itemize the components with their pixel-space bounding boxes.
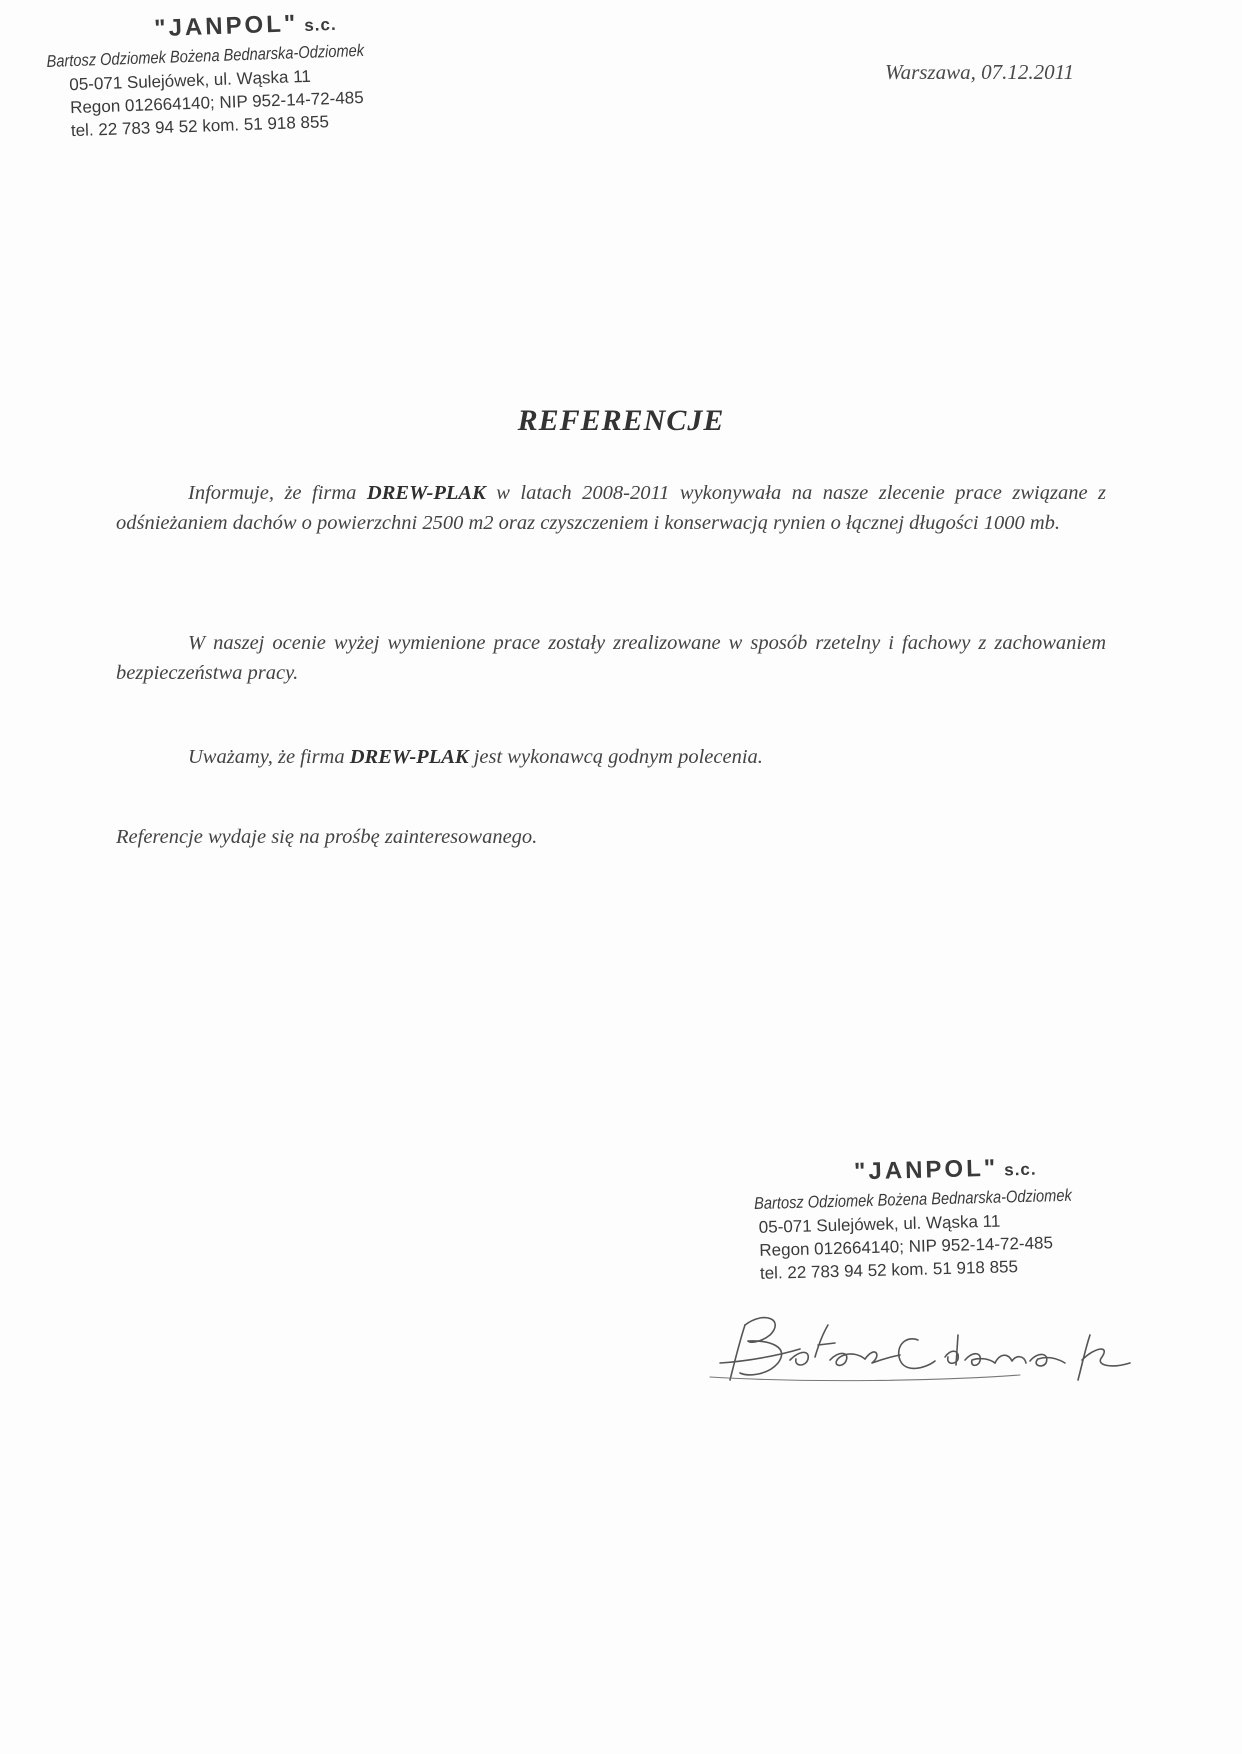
stamp-owners: Bartosz Odziomek Bożena Bednarska-Odziomek: [753, 1185, 1073, 1214]
paragraph-assessment: W naszej ocenie wyżej wymienione prace zostały zrealizowane w sposób rzetelny i fachowy z zachowaniem bezpieczeństwa pracy.: [116, 632, 1106, 684]
company-name-drewplak: DREW-PLAK: [366, 482, 486, 504]
stamp-company-name: "JANPOL" s.c.: [153, 10, 337, 43]
stamp-company-name: "JANPOL" s.c.: [853, 1154, 1037, 1186]
stamp-owners: Bartosz Odziomek Bożena Bednarska-Odziomek: [46, 40, 365, 71]
stamp-phone: tel. 22 783 94 52 kom. 51 918 855: [70, 112, 330, 141]
company-name-drewplak: DREW-PLAK: [349, 746, 469, 768]
company-stamp-header: [45, 5, 409, 142]
paragraph-recommendation: Uważamy, że firma DREW-PLAK jest wykonawcą godnym polecenia.: [188, 746, 763, 768]
stamp-registration: Regon 012664140; NIP 952-14-72-485: [759, 1233, 1054, 1260]
stamp-address: 05-071 Sulejówek, ul. Wąska 11: [69, 66, 312, 95]
handwritten-signature-icon: [690, 1285, 1160, 1395]
stamp-address: 05-071 Sulejówek, ul. Wąska 11: [758, 1211, 1001, 1237]
document-date: Warszawa, 07.12.2011: [885, 60, 1075, 84]
paragraph-closing: Referencje wydaje się na prośbę zainteresowanego.: [116, 826, 538, 848]
document-title: REFERENCJE: [517, 404, 725, 437]
stamp-registration: Regon 012664140; NIP 952-14-72-485: [69, 87, 364, 118]
stamp-phone: tel. 22 783 94 52 kom. 51 918 855: [759, 1257, 1019, 1283]
company-stamp-footer: [755, 1151, 1098, 1285]
paragraph-scope-of-work: Informuje, że firma DREW-PLAK w latach 2008-2011 wykonywała na nasze zlecenie prace związane z odśnieżaniem dachów o powierzchni 2500 m2 oraz czyszczeniem i konserwacją rynien o łącznej długości 1000 mb.: [116, 482, 1107, 534]
